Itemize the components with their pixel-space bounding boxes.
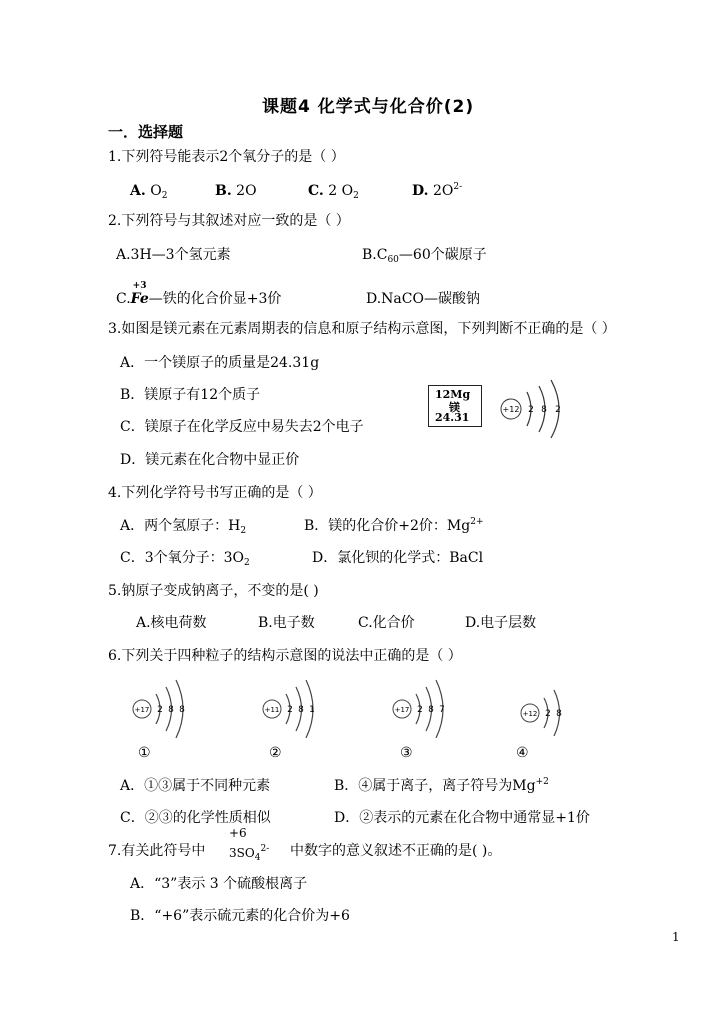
q5-option-c: C.化合价 — [358, 615, 415, 631]
q2-c-fe-symbol: Fe — [130, 291, 149, 307]
diagram-3-shell-2: 8 — [428, 705, 434, 715]
q2-option-d: D.NaCO—碳酸钠 — [366, 291, 480, 307]
diagram-1-shell-1: 2 — [157, 705, 163, 715]
q1-b-label: B. — [215, 183, 232, 199]
q4-option-c — [120, 549, 250, 567]
q1-option-c — [308, 182, 359, 200]
q2-option-c — [116, 281, 282, 308]
q6-b-sup: +2 — [535, 777, 549, 787]
diagram-1-shell-3: 8 — [179, 705, 185, 715]
mg-shell-2-count: 8 — [541, 405, 547, 415]
q6-option-d: D．②表示的元素在化合物中通常显+1价 — [334, 810, 590, 826]
q7-symbol-sub: 4 — [254, 853, 261, 863]
q4-c-sub: 2 — [244, 558, 250, 568]
q1-d-text: 2O — [432, 183, 454, 199]
q3-option-d: D．镁元素在化合物中显正价 — [120, 452, 300, 468]
diagram-4-shell-1: 2 — [545, 709, 551, 719]
diagram-2 — [250, 676, 340, 738]
q1-c-label: C. — [308, 183, 324, 199]
cell-mass: 24.31 — [435, 411, 470, 424]
q1-option-a — [130, 182, 167, 200]
q7-symbol — [229, 844, 270, 863]
diagram-4 — [508, 684, 588, 738]
q4-a-sub: 2 — [240, 526, 247, 536]
q2-c-label: C. — [116, 291, 131, 307]
diagram-4-shell-2: 8 — [556, 709, 562, 719]
q1-b-text: 2O — [236, 183, 257, 199]
q7-symbol-sup: 2- — [260, 844, 270, 854]
q4-option-d: D．氯化钡的化学式：BaCl — [312, 550, 484, 566]
diagram-2-shell-2: 8 — [298, 705, 304, 715]
q2-c-fe — [130, 281, 149, 308]
q4-b-sup: 2+ — [470, 517, 484, 527]
q5-option-a: A.核电荷数 — [136, 615, 207, 631]
q1-c-text: 2 O — [328, 183, 354, 199]
diagram-1-shell-2: 8 — [168, 705, 174, 715]
cell-symbol: 12Mg — [435, 388, 471, 401]
q6-option-c: C．②③的化学性质相似 — [120, 810, 271, 826]
q3-option-a: A．一个镁原子的质量是24.31g — [120, 355, 320, 371]
q6-stem: 6.下列关于四种粒子的结构示意图的说法中正确的是（ ） — [108, 648, 462, 664]
diagram-3-shell-1: 2 — [417, 705, 423, 715]
section-heading: 一．选择题 — [108, 123, 184, 141]
q7-option-a: A．“3”表示 3 个硫酸根离子 — [130, 876, 308, 892]
mg-atom-diagram — [495, 378, 575, 440]
diagram-3-shell-3: 7 — [439, 705, 445, 715]
diagram-1-nucleus: +17 — [134, 706, 150, 714]
q4-b-pre: B．镁的化合价+2价：Mg — [304, 518, 471, 534]
q3-option-c: C．镁原子在化学反应中易失去2个电子 — [120, 419, 364, 435]
cell-name: 镁 — [449, 401, 460, 414]
q5-option-d: D.电子层数 — [465, 615, 537, 631]
q2-option-b — [362, 246, 487, 264]
q3-option-b: B．镁原子有12个质子 — [120, 387, 261, 403]
q1-c-sub: 2 — [353, 191, 359, 201]
diagram-2-shell-3: 1 — [309, 705, 315, 715]
q1-a-label: A. — [130, 183, 146, 199]
q2-b-post: —60个碳原子 — [398, 247, 487, 263]
diagram-2-label: ② — [269, 745, 282, 761]
mg-shell-1-count: 2 — [528, 405, 534, 415]
q1-option-b — [215, 182, 257, 200]
q7-stem-post: 中数字的意义叙述不正确的是( )。 — [290, 843, 502, 859]
q2-b-pre: B.C — [362, 247, 388, 263]
q2-option-a: A.3H—3个氢元素 — [116, 247, 231, 263]
q2-stem: 2.下列符号与其叙述对应一致的是（ ） — [108, 213, 350, 229]
q6-b-pre: B．④属于离子，离子符号为Mg — [334, 778, 536, 794]
mg-nucleus-label: +12 — [502, 405, 520, 414]
q5-stem: 5.钠原子变成钠离子，不变的是( ) — [108, 583, 319, 599]
page-title: 课题4 化学式与化合价(2) — [262, 97, 475, 117]
q1-d-label: D. — [412, 183, 429, 199]
q1-stem: 1.下列符号能表示2个氧分子的是（ ） — [108, 149, 345, 165]
diagram-3-label: ③ — [400, 745, 413, 761]
q4-option-a — [120, 517, 246, 535]
diagram-2-shell-1: 2 — [287, 705, 293, 715]
q1-a-text: O — [150, 183, 162, 199]
q5-option-b: B.电子数 — [258, 615, 315, 631]
q2-b-sub: 60 — [387, 255, 399, 265]
q6-option-a: A．①③属于不同种元素 — [120, 778, 271, 794]
q7-symbol-valence: +6 — [229, 826, 247, 840]
diagram-4-label: ④ — [516, 745, 529, 761]
q4-a-pre: A．两个氢原子：H — [120, 518, 241, 534]
periodic-table-cell — [428, 385, 482, 427]
q7-symbol-main: 3SO — [229, 846, 255, 860]
diagram-2-nucleus: +11 — [264, 706, 280, 714]
q1-option-d — [412, 182, 462, 200]
diagram-1-label: ① — [138, 745, 151, 761]
diagram-3-nucleus: +17 — [394, 706, 410, 714]
q1-a-sub: 2 — [161, 191, 168, 201]
q7-stem-pre: 7.有关此符号中 — [108, 843, 206, 859]
q6-option-b — [334, 777, 549, 795]
q7-option-b: B．“+6”表示硫元素的化合价为+6 — [130, 908, 350, 924]
page-number: 1 — [672, 930, 680, 944]
q4-stem: 4.下列化学符号书写正确的是（ ） — [108, 485, 322, 501]
q3-stem: 3.如图是镁元素在元素周期表的信息和原子结构示意图，下列判断不正确的是（ ） — [108, 321, 616, 337]
q4-option-b — [304, 517, 484, 535]
mg-shell-3-count: 2 — [555, 405, 561, 415]
diagram-3 — [380, 676, 470, 738]
q1-d-sup: 2- — [453, 182, 463, 192]
q2-c-valence: +3 — [132, 281, 147, 291]
diagram-4-nucleus: +12 — [522, 710, 538, 718]
q2-c-post: —铁的化合价显+3价 — [148, 291, 282, 307]
q4-c-pre: C．3个氧分子：3O — [120, 550, 245, 566]
diagram-1 — [120, 676, 210, 738]
